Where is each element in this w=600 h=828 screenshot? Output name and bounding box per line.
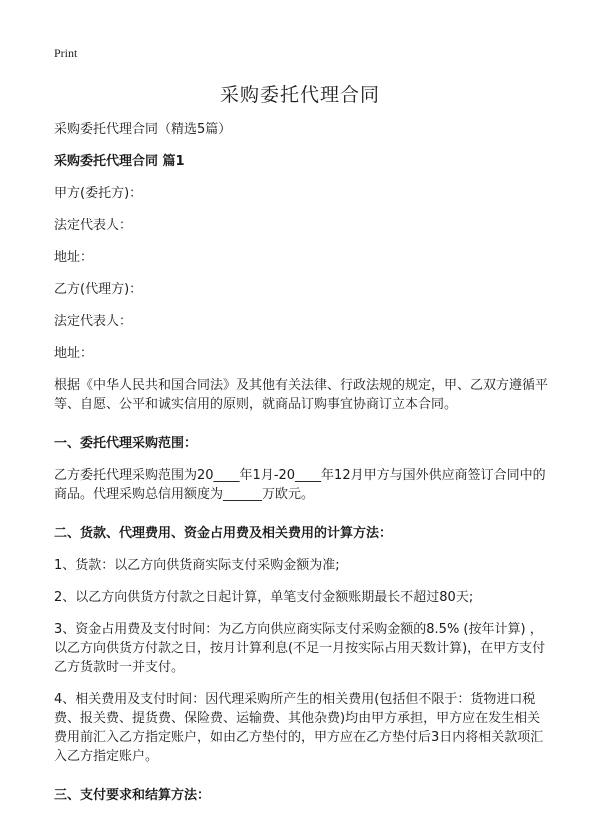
- party-b-representative: 法定代表人：: [54, 314, 133, 329]
- list-item-related-fees: 4、相关费用及支付时间：因代理采购所产生的相关费用(包括但不限于：货物进口税费、报关费、提货费、保险费、运输费、其他杂费)均由甲方承担，甲方应在发生相关费用前汇入乙方指定账户，如由乙方垫付的，甲方应在乙方垫付后3日内将相关款项汇入乙方指定账户。: [54, 692, 544, 764]
- scope-paragraph: 乙方委托代理采购范围为20____年1月-20____年12月甲方与国外供应商签订合同中的商品。代理采购总信用额度为______万欧元。: [54, 468, 546, 502]
- party-a-label: 甲方(委托方)：: [54, 186, 143, 201]
- document-title: 采购委托代理合同: [219, 84, 380, 106]
- intro-paragraph: 根据《中华人民共和国合同法》及其他有关法律、行政法规的规定，甲、乙双方遵循平等、自愿、公平和诚实信用的原则，就商品订购事宜协商订立本合同。: [54, 378, 549, 412]
- list-item-capital-fee: 3、资金占用费及支付时间：为乙方向供应商实际支付采购金额的8.5% (按年计算) ，以乙方向供货方付款之日，按月计算利息(不足一月按实际占用天数计算)，在甲方支付乙方货款时一并支付。: [54, 622, 546, 675]
- document-body: [54, 120, 550, 805]
- print-link[interactable]: Print: [54, 46, 78, 60]
- list-item-payment: 1、货款：以乙方向供货商实际支付采购金额为准;: [54, 558, 340, 573]
- list-item-term: 2、以乙方向供货方付款之日起计算，单笔支付金额账期最长不超过80天;: [54, 590, 474, 605]
- section-heading: 采购委托代理合同 篇1: [54, 154, 185, 169]
- clause-heading-2: 二、货款、代理费用、资金占用费及相关费用的计算方法：: [54, 526, 393, 541]
- document-subtitle: 采购委托代理合同（精选5篇）: [54, 122, 232, 137]
- clause-heading-3: 三、支付要求和结算方法：: [54, 788, 211, 803]
- party-b-address: 地址：: [54, 346, 94, 361]
- party-b-label: 乙方(代理方)：: [54, 282, 143, 297]
- clause-heading-1: 一、委托代理采购范围：: [54, 436, 198, 451]
- party-a-representative: 法定代表人：: [54, 218, 133, 233]
- party-a-address: 地址：: [54, 250, 94, 265]
